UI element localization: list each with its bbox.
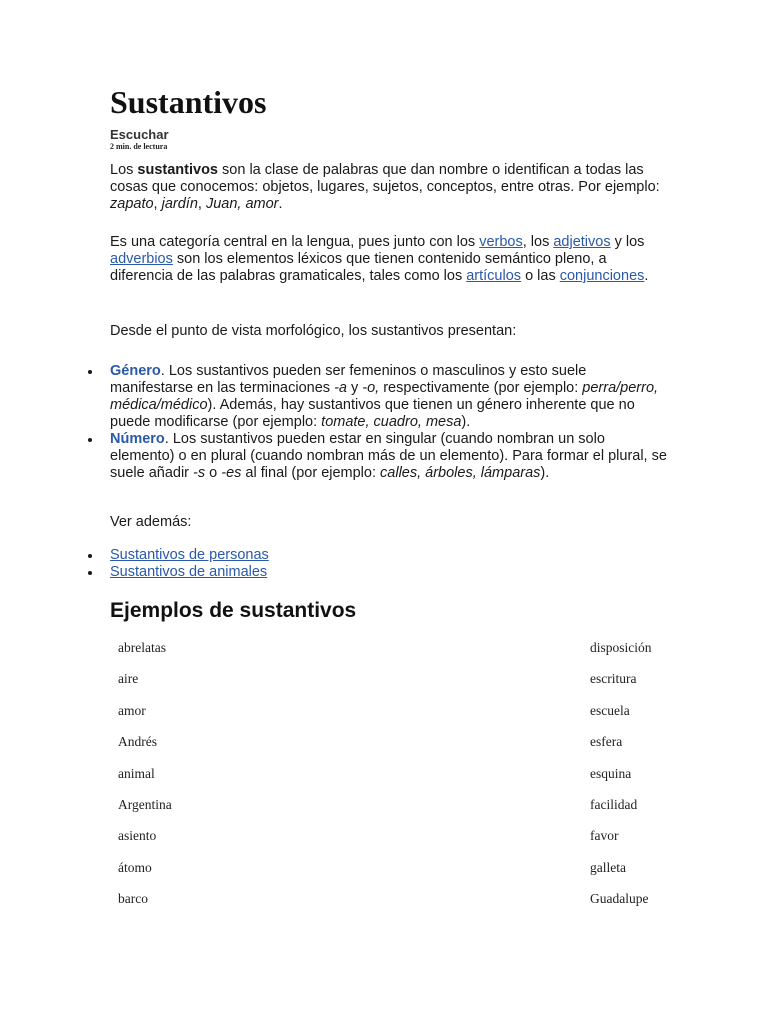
term-genero: Género	[110, 363, 161, 379]
table-row	[118, 860, 678, 891]
example-word: escritura	[590, 671, 637, 687]
see-also-label: Ver además:	[110, 514, 192, 530]
example-word: animal	[118, 765, 155, 781]
list-item	[110, 547, 670, 564]
read-time: 2 min. de lectura	[110, 142, 168, 151]
example-word: escuela	[590, 702, 630, 718]
bold-term-sustantivos: sustantivos	[137, 162, 219, 178]
morphology-intro: Desde el punto de vista morfológico, los sustantivos presentan:	[110, 323, 517, 339]
page-title: Sustantivos	[110, 84, 267, 120]
example-word: galleta	[590, 859, 626, 875]
link-adverbios[interactable]: adverbios	[110, 251, 173, 267]
table-row	[118, 797, 678, 828]
example-word: Andrés	[118, 734, 157, 750]
see-also-list	[110, 547, 670, 581]
link-adjetivos[interactable]: adjetivos	[553, 234, 611, 250]
example-word: barco	[118, 891, 148, 907]
table-row	[118, 671, 678, 702]
table-row	[118, 891, 678, 922]
example-word: aire	[118, 671, 139, 687]
link-sustantivos-animales[interactable]: Sustantivos de animales	[110, 564, 268, 580]
link-verbos[interactable]: verbos	[479, 234, 523, 250]
table-row	[118, 703, 678, 734]
example-word: esquina	[590, 765, 632, 781]
list-item-genero: Género. Los sustantivos pueden ser femeninos o masculinos y esto suele manifestarse en las terminaciones -a y -o, respectivamente (por ejemplo: perra/perro, médica/médico). Además, hay sustantivos que tienen un género inherente que no puede modificarse (por ejemplo: tomate, cuadro, mesa).	[110, 363, 670, 431]
intro-paragraph: Los sustantivos son la clase de palabras que dan nombre o identifican a todas las cosas que conocemos: objetos, lugares, sujetos, conceptos, entre otras. Por ejemplo: zapato, jardín, Juan, amor.	[110, 162, 660, 212]
example-word: esfera	[590, 734, 623, 750]
table-row	[118, 828, 678, 859]
example-word: disposición	[590, 640, 652, 655]
example-word: abrelatas	[118, 640, 166, 655]
link-sustantivos-personas[interactable]: Sustantivos de personas	[110, 547, 269, 563]
examples-table	[118, 640, 678, 923]
example-word: Guadalupe	[590, 891, 649, 907]
example-word: facilidad	[590, 796, 638, 812]
example-word: asiento	[118, 828, 157, 844]
table-row	[118, 766, 678, 797]
link-articulos[interactable]: artículos	[466, 268, 522, 284]
category-paragraph: Es una categoría central en la lengua, pues junto con los verbos, los adjetivos y los adverbios son los elementos léxicos que tienen contenido semántico pleno, a diferencia de las palabras gramaticales, tales como los artículos o las conjunciones.	[110, 234, 649, 284]
term-numero: Número	[110, 431, 165, 447]
examples-heading: Ejemplos de sustantivos	[110, 599, 357, 622]
link-conjunciones[interactable]: conjunciones	[559, 268, 645, 284]
list-item-numero: Número. Los sustantivos pueden estar en singular (cuando nombran un solo elemento) o en plural (cuando nombran más de un elemento). Para formar el plural, se suele añadir -s o -es al final (por ejemplo: calles, árboles, lámparas).	[110, 431, 670, 482]
listen-button[interactable]: Escuchar	[110, 127, 169, 142]
example-word: átomo	[118, 859, 152, 875]
example-word: favor	[590, 828, 619, 844]
list-item	[110, 564, 670, 581]
table-row	[118, 640, 678, 671]
table-row	[118, 734, 678, 765]
example-word: amor	[118, 702, 146, 718]
example-word: Argentina	[118, 796, 172, 812]
features-list	[110, 363, 670, 482]
